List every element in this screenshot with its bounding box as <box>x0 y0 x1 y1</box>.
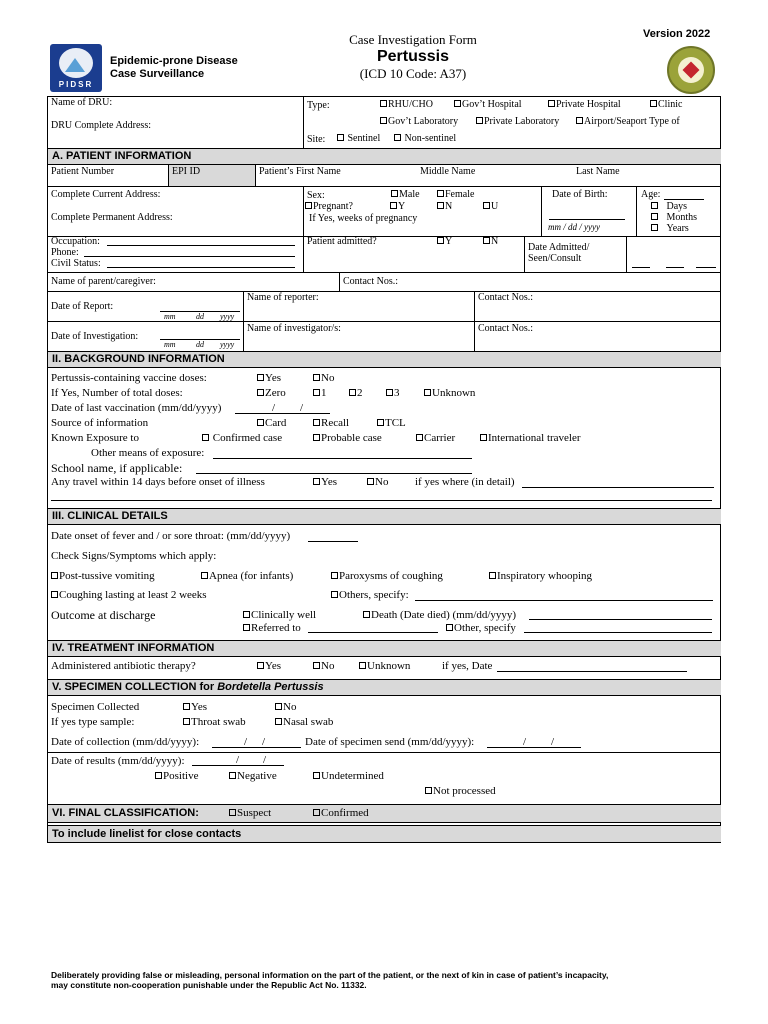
linelist-note: To include linelist for close contacts <box>48 825 721 843</box>
collection-date-label: Date of collection (mm/dd/yyyy): <box>51 736 200 748</box>
exposure-confirmed[interactable]: Confirmed case <box>202 432 282 445</box>
permanent-address-label: Complete Permanent Address: <box>51 212 173 223</box>
pregnant-y[interactable]: Y <box>390 201 405 213</box>
first-name-label: Patient’s First Name <box>259 166 341 177</box>
outcome-other[interactable]: Other, specify <box>446 622 516 635</box>
onset-label: Date onset of fever and / or sore throat: (mm/dd/yyyy) <box>51 530 291 542</box>
symptom-coughing-2w[interactable]: Coughing lasting at least 2 weeks <box>51 589 207 602</box>
outcome-well[interactable]: Clinically well <box>243 609 316 622</box>
sample-throat[interactable]: Throat swab <box>183 716 246 729</box>
doses-one[interactable]: 1 <box>313 387 327 400</box>
check-signs-label: Check Signs/Symptoms which apply: <box>51 550 217 562</box>
travel-label: Any travel within 14 days before onset of illness <box>51 476 265 488</box>
result-not-processed[interactable]: Not processed <box>425 785 496 798</box>
antibiotic-no[interactable]: No <box>313 660 334 673</box>
seen-consult-label: Seen/Consult <box>528 253 582 264</box>
travel-where-label: if yes where (in detail) <box>415 476 515 488</box>
symptom-apnea[interactable]: Apnea (for infants) <box>201 570 293 583</box>
symptom-others[interactable]: Others, specify: <box>331 589 409 602</box>
outcome-label: Outcome at discharge <box>51 608 156 622</box>
antibiotic-date-label: if yes, Date <box>442 660 493 672</box>
results-date-label: Date of results (mm/dd/yyyy): <box>51 755 185 767</box>
travel-where-field[interactable] <box>522 487 714 488</box>
other-exposure-label: Other means of exposure: <box>91 447 205 459</box>
form-title: Pertussis <box>376 48 450 65</box>
result-negative[interactable]: Negative <box>229 770 277 783</box>
class-confirmed[interactable]: Confirmed <box>313 807 369 820</box>
date-investigation-label: Date of Investigation: <box>51 331 139 342</box>
section-b-header: II. BACKGROUND INFORMATION <box>48 351 721 368</box>
source-recall[interactable]: Recall <box>313 417 349 430</box>
report-dd: dd <box>196 312 204 321</box>
report-yyyy: yyyy <box>220 312 235 321</box>
org-line-2: Case Surveillance <box>110 68 205 80</box>
sample-nasal[interactable]: Nasal swab <box>275 716 333 729</box>
epi-id-label: EPI ID <box>172 166 201 177</box>
dru-type-label: Type: <box>307 100 330 111</box>
sex-female[interactable]: Female <box>437 189 474 201</box>
footer-note-line-1: Deliberately providing false or misleading, personal information on the part of the patient, or the next of kin in case of patient’s incapacity, <box>51 970 609 980</box>
reporter-contact-label: Contact Nos.: <box>478 292 533 303</box>
org-line-1: Epidemic-prone Disease <box>110 55 238 67</box>
doses-three[interactable]: 3 <box>386 387 400 400</box>
doh-seal <box>667 46 715 94</box>
death-date-field[interactable] <box>529 619 712 620</box>
antibiotic-date-field[interactable] <box>497 671 687 672</box>
occupation-label: Occupation: <box>51 236 100 247</box>
vaccine-yes[interactable]: Yes <box>257 372 281 385</box>
outcome-referred[interactable]: Referred to <box>243 622 301 635</box>
footer-note-line-2: may constitute non-cooperation punishable under the Republic Act No. 11332. <box>51 980 367 990</box>
pregnant-n[interactable]: N <box>437 201 452 213</box>
middle-name-label: Middle Name <box>420 166 476 177</box>
date-report-label: Date of Report: <box>51 301 114 312</box>
sample-type-label: If yes type sample: <box>51 716 135 728</box>
age-years[interactable]: Years <box>651 223 689 235</box>
doses-zero[interactable]: Zero <box>257 387 286 400</box>
exposure-probable[interactable]: Probable case <box>313 432 382 445</box>
last-vaccination-field[interactable] <box>235 413 330 414</box>
dru-site-label: Site: <box>307 134 326 145</box>
invest-yyyy: yyyy <box>220 340 235 349</box>
other-exposure-field[interactable] <box>213 458 472 459</box>
school-field[interactable] <box>196 473 472 474</box>
send-date-label: Date of specimen send (mm/dd/yyyy): <box>305 736 475 748</box>
dru-type-private-hospital[interactable]: Private Hospital <box>548 99 621 111</box>
doses-two[interactable]: 2 <box>349 387 363 400</box>
icd-code: (ICD 10 Code: A37) <box>359 66 467 81</box>
antibiotic-unknown[interactable]: Unknown <box>359 660 410 673</box>
specimen-yes[interactable]: Yes <box>183 701 207 714</box>
outcome-death[interactable]: Death (Date died) (mm/dd/yyyy) <box>363 609 516 622</box>
symptom-others-field[interactable] <box>415 600 713 601</box>
dob-label: Date of Birth: <box>552 189 608 200</box>
source-label: Source of information <box>51 417 149 429</box>
travel-yes[interactable]: Yes <box>313 476 337 489</box>
section-d-header: IV. TREATMENT INFORMATION <box>48 640 721 657</box>
dru-type-rhu[interactable]: RHU/CHO <box>380 99 433 111</box>
symptom-post-tussive[interactable]: Post-tussive vomiting <box>51 570 155 583</box>
logo-text: PIDSR <box>58 80 94 89</box>
dob-format: mm / dd / yyyy <box>548 222 600 232</box>
dru-name-label: Name of DRU: <box>51 97 113 108</box>
last-vaccination-label: Date of last vaccination (mm/dd/yyyy) <box>51 402 222 414</box>
invest-mm: mm <box>164 340 176 349</box>
section-e-header: V. SPECIMEN COLLECTION for Bordetella Pertussis <box>48 679 721 696</box>
patient-number-label: Patient Number <box>51 166 115 177</box>
source-tcl[interactable]: TCL <box>377 417 406 430</box>
dru-site-sentinel[interactable]: Sentinel <box>337 133 380 145</box>
specimen-collected-label: Specimen Collected <box>51 701 140 713</box>
exposure-international[interactable]: International traveler <box>480 432 581 445</box>
referred-field[interactable] <box>308 632 438 633</box>
sex-male[interactable]: Male <box>391 189 420 201</box>
collection-date-field[interactable] <box>212 747 301 748</box>
outcome-other-field[interactable] <box>524 632 712 633</box>
age-days[interactable]: Days <box>651 201 687 213</box>
date-admitted-label: Date Admitted/ <box>528 242 590 253</box>
section-a-header: A. PATIENT INFORMATION <box>48 148 721 165</box>
travel-no[interactable]: No <box>367 476 388 489</box>
specimen-no[interactable]: No <box>275 701 296 714</box>
antibiotic-label: Administered antibiotic therapy? <box>51 660 196 672</box>
form-kind: Case Investigation Form <box>349 32 477 47</box>
send-date-field[interactable] <box>487 747 581 748</box>
total-doses-label: If Yes, Number of total doses: <box>51 387 183 399</box>
dru-type-govt-lab[interactable]: Gov’t Laboratory <box>380 116 458 128</box>
investigator-contact-label: Contact Nos.: <box>478 323 533 334</box>
pregnant-u[interactable]: U <box>483 201 498 213</box>
dru-address-label: DRU Complete Address: <box>51 120 151 131</box>
current-address-label: Complete Current Address: <box>51 189 161 200</box>
symptom-whooping[interactable]: Inspiratory whooping <box>489 570 592 583</box>
phone-label: Phone: <box>51 247 79 258</box>
version-label: Version 2022 <box>643 28 711 40</box>
vaccine-no[interactable]: No <box>313 372 334 385</box>
reporter-label: Name of reporter: <box>247 292 319 303</box>
section-c-header: III. CLINICAL DETAILS <box>48 508 721 525</box>
antibiotic-yes[interactable]: Yes <box>257 660 281 673</box>
school-label: School name, if applicable: <box>51 461 183 475</box>
dru-type-clinic[interactable]: Clinic <box>650 99 682 111</box>
source-card[interactable]: Card <box>257 417 286 430</box>
class-suspect[interactable]: Suspect <box>229 807 271 820</box>
pregnant-checkbox[interactable]: Pregnant? <box>305 201 353 213</box>
vaccine-doses-label: Pertussis-containing vaccine doses: <box>51 372 207 384</box>
last-name-label: Last Name <box>576 166 620 177</box>
symptom-paroxysms[interactable]: Paroxysms of coughing <box>331 570 443 583</box>
exposure-label: Known Exposure to <box>51 432 139 444</box>
admitted-y[interactable]: Y <box>437 236 452 248</box>
onset-field[interactable] <box>308 541 358 542</box>
invest-dd: dd <box>196 340 204 349</box>
dru-site-non-sentinel[interactable]: Non-sentinel <box>394 133 456 145</box>
age-months[interactable]: Months <box>651 212 697 224</box>
exposure-carrier[interactable]: Carrier <box>416 432 455 445</box>
admitted-label: Patient admitted? <box>307 236 377 247</box>
result-positive[interactable]: Positive <box>155 770 198 783</box>
investigator-label: Name of investigator/s: <box>247 323 341 334</box>
report-mm: mm <box>164 312 176 321</box>
dru-type-private-lab[interactable]: Private Laboratory <box>476 116 559 128</box>
parent-contact-label: Contact Nos.: <box>343 276 398 287</box>
section-f-header: VI. FINAL CLASSIFICATION: <box>48 804 721 823</box>
sex-label: Sex: <box>307 190 325 201</box>
weeks-pregnancy-label: If Yes, weeks of pregnancy <box>309 213 418 224</box>
civil-status-label: Civil Status: <box>51 258 101 269</box>
dru-type-govt-hospital[interactable]: Gov’t Hospital <box>454 99 522 111</box>
dru-type-airport[interactable]: Airport/Seaport Type of <box>576 116 680 128</box>
age-label: Age: <box>641 189 661 200</box>
admitted-n[interactable]: N <box>483 236 498 248</box>
doses-unknown[interactable]: Unknown <box>424 387 475 400</box>
parent-label: Name of parent/caregiver: <box>51 276 156 287</box>
result-undetermined[interactable]: Undetermined <box>313 770 384 783</box>
